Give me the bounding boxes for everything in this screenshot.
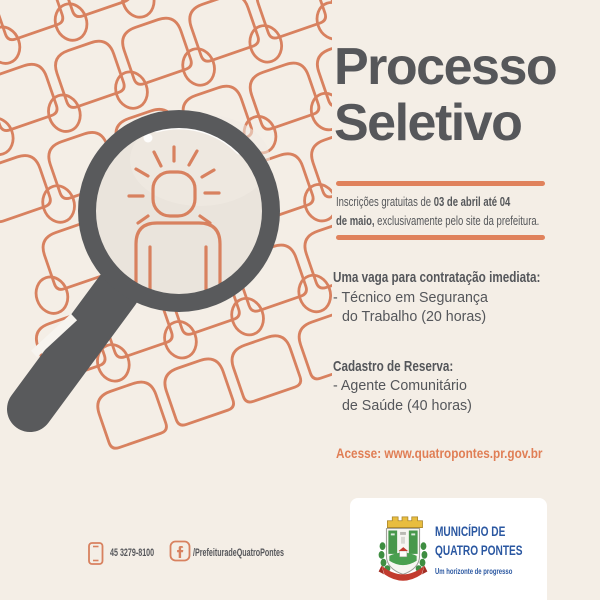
job-line-reserve-1: - Agente Comunitário — [333, 377, 467, 394]
divider-bottom — [336, 235, 545, 240]
municipality-logo — [350, 498, 547, 600]
municipality-name-line1: MUNICÍPIO DE — [435, 524, 506, 539]
job-line-immediate-2: do Trabalho (20 horas) — [342, 308, 487, 325]
section-heading-reserve: Cadastro de Reserva: — [333, 357, 454, 375]
job-line-immediate-1: - Técnico em Segurança — [333, 288, 488, 306]
municipal-crest — [376, 511, 430, 589]
municipality-name-line2: QUATRO PONTES — [435, 543, 523, 558]
crest-crown — [387, 517, 422, 528]
intro-text: Inscrições gratuitas de 03 de abril até 04 de maio, exclusivamente pelo site da prefeitura. — [336, 195, 540, 228]
municipality-tagline: Um horizonte de progresso — [435, 566, 513, 576]
title-line-1: Processo — [334, 38, 557, 96]
facebook-handle: /PrefeituradeQuatroPontes — [193, 547, 284, 559]
magnifier-icon — [30, 114, 271, 409]
vacancies-list — [333, 268, 599, 415]
divider-top — [336, 181, 545, 186]
contact-bar — [87, 540, 327, 568]
title-line-2: Seletivo — [334, 94, 522, 152]
job-line-reserve-2: de Saúde (40 horas) — [342, 396, 472, 414]
page-title — [334, 39, 556, 151]
phone-icon — [87, 540, 105, 567]
section-heading-immediate: Uma vaga para contratação imediata: — [333, 269, 541, 286]
facebook-icon — [169, 540, 191, 562]
phone-number: 45 3279-8100 — [110, 547, 155, 559]
website-cta: Acesse: www.quatropontes.pr.gov.br — [336, 445, 543, 461]
municipality-name — [435, 522, 552, 581]
